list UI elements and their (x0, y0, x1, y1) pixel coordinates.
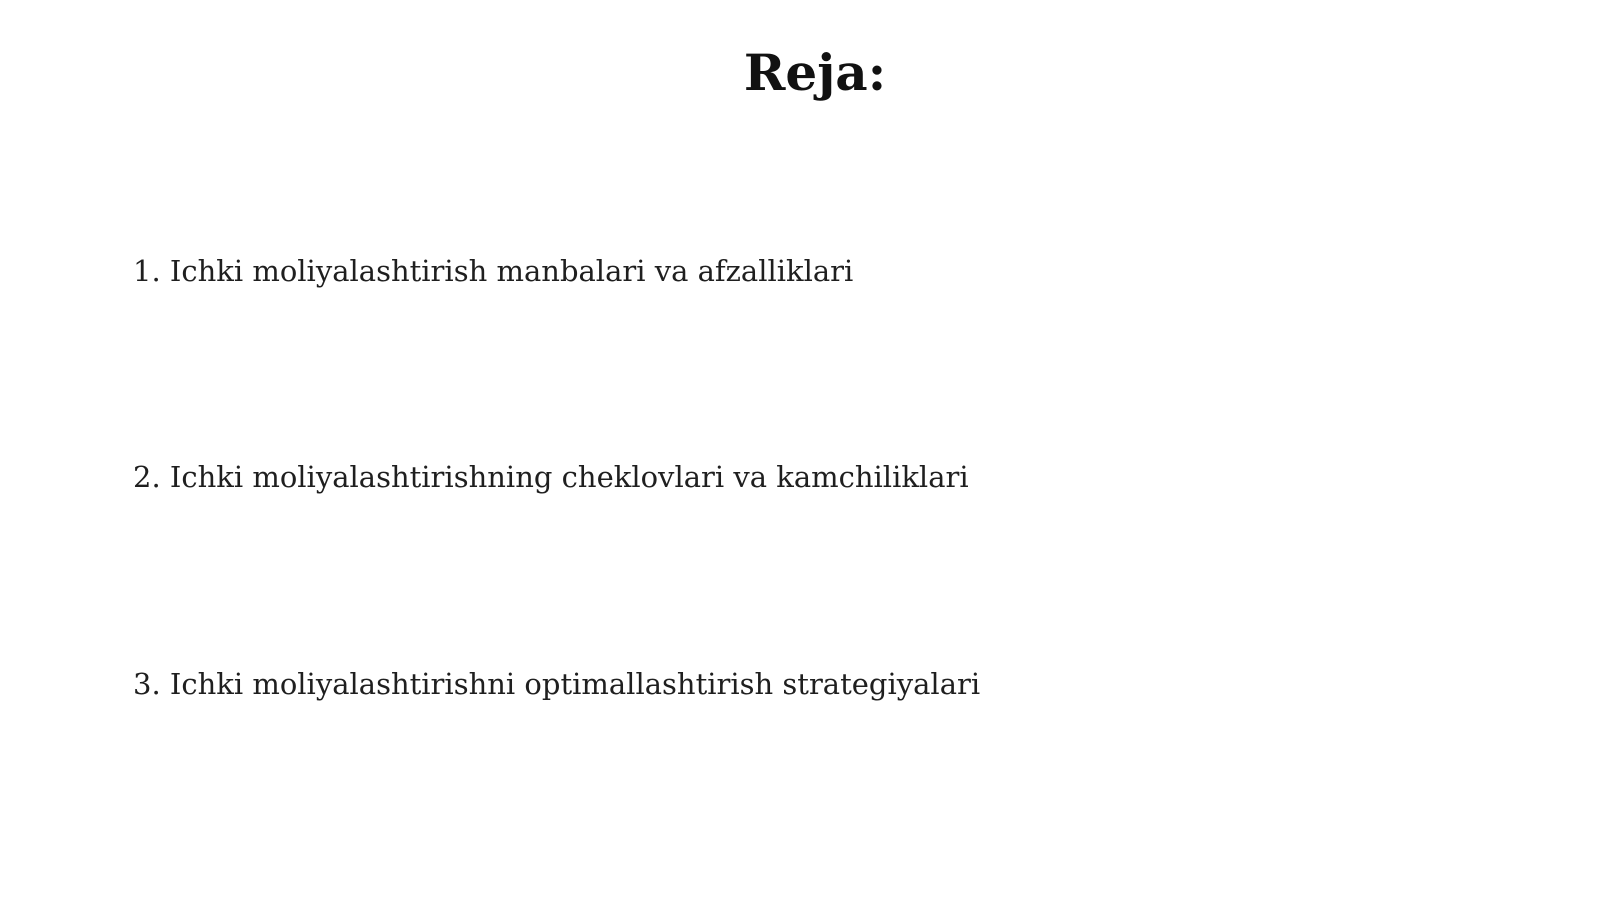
plan-item-3: 3. Ichki moliyalashtirishni optimallashtirish strategiyalari (133, 667, 981, 701)
plan-item-2: 2. Ichki moliyalashtirishning cheklovlari va kamchiliklari (133, 460, 969, 494)
plan-item-1: 1. Ichki moliyalashtirish manbalari va afzalliklari (133, 254, 854, 288)
slide-title: Reja: (743, 43, 887, 102)
